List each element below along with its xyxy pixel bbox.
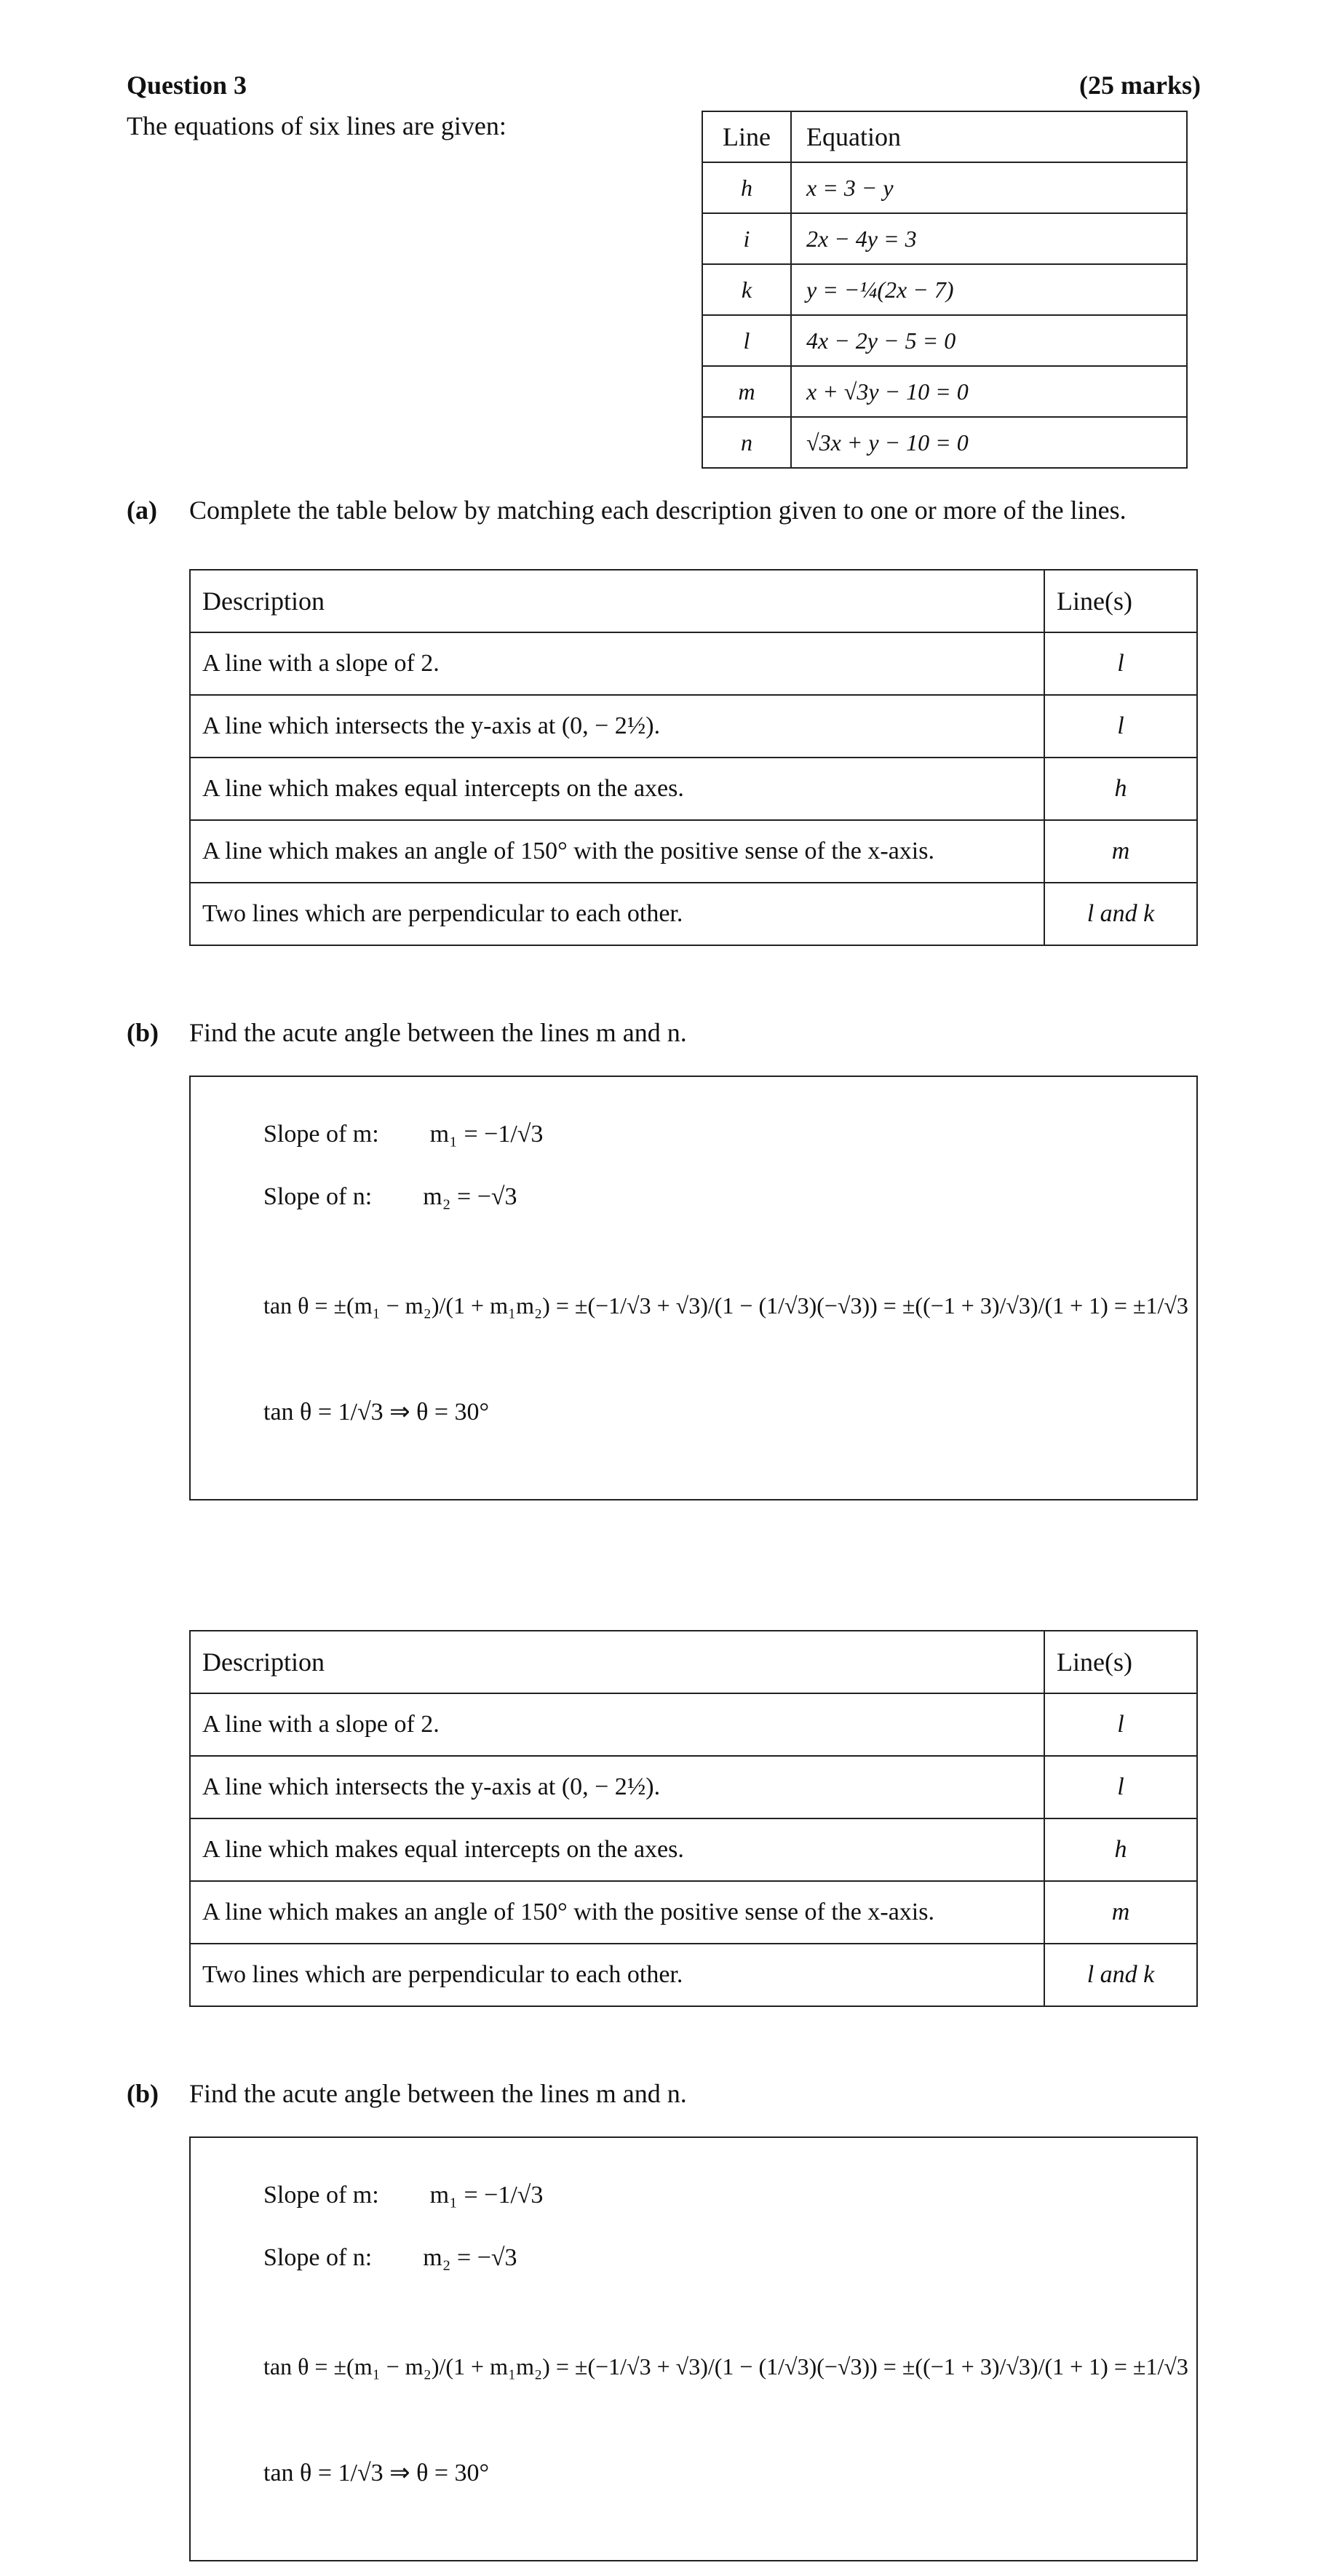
table-row xyxy=(702,366,1187,417)
part-b-text: Find the acute angle between the lines m and n. xyxy=(189,1018,687,1047)
line-equation: x = 3 − y xyxy=(791,162,1187,213)
line-equation: x + √3y − 10 = 0 xyxy=(791,366,1187,417)
line-equation: 2x − 4y = 3 xyxy=(791,213,1187,264)
table-row xyxy=(190,820,1197,883)
slope-n-label: Slope of n: xyxy=(263,2244,373,2271)
table-row xyxy=(702,417,1187,468)
slope-n-line xyxy=(263,1183,517,1211)
part-b-text: Find the acute angle between the lines m and n. xyxy=(189,2079,687,2108)
line-name: m xyxy=(702,366,791,417)
table-row xyxy=(190,1881,1197,1944)
part-a-text: Complete the table below by matching each description given to one or more of the lines. xyxy=(189,496,1127,525)
tan-formula: tan θ = ±(m₁ − m₂)/(1 + m₁m₂) = ±(−1/√3 + √3)/(1 − (1/√3)(−√3)) = ±((−1 + 3)/√3)/(1 + 1) = ±1/√3 xyxy=(263,1292,1188,1319)
question-title: Question 3 xyxy=(127,71,247,100)
header-description: Description xyxy=(190,1631,1044,1693)
tan-formula: tan θ = ±(m₁ − m₂)/(1 + m₁m₂) = ±(−1/√3 + √3)/(1 − (1/√3)(−√3)) = ±((−1 + 3)/√3)/(1 + 1) = ±1/√3 xyxy=(263,2353,1188,2380)
table-row xyxy=(190,1818,1197,1881)
description-table xyxy=(189,1630,1198,2007)
header-description: Description xyxy=(190,570,1044,632)
table-row xyxy=(702,315,1187,366)
line-equation: 4x − 2y − 5 = 0 xyxy=(791,315,1187,366)
lines-cell: m xyxy=(1044,1881,1197,1944)
table-row xyxy=(702,213,1187,264)
slope-m-line xyxy=(263,2182,543,2209)
description-cell: A line which makes an angle of 150° with the positive sense of the x-axis. xyxy=(190,1881,1044,1944)
description-cell: A line which makes equal intercepts on the axes. xyxy=(190,1818,1044,1881)
table-row xyxy=(190,1756,1197,1818)
question-marks: (25 marks) xyxy=(1079,71,1201,100)
table-row xyxy=(190,695,1197,758)
table-row xyxy=(190,1693,1197,1756)
part-b-label: (b) xyxy=(127,2079,159,2108)
table-row xyxy=(190,632,1197,695)
table-row xyxy=(190,1944,1197,2006)
header-equation: Equation xyxy=(791,111,1187,162)
description-cell: Two lines which are perpendicular to each other. xyxy=(190,883,1044,945)
lines-table-header xyxy=(702,111,1187,162)
table-row xyxy=(702,264,1187,315)
lines-cell: l xyxy=(1044,695,1197,758)
header-lines: Line(s) xyxy=(1044,1631,1197,1693)
lines-cell: h xyxy=(1044,1818,1197,1881)
header-lines: Line(s) xyxy=(1044,570,1197,632)
lines-cell: m xyxy=(1044,820,1197,883)
result-line: tan θ = 1/√3 ⇒ θ = 30° xyxy=(263,2460,490,2486)
line-equation: y = −¼(2x − 7) xyxy=(791,264,1187,315)
question-intro: The equations of six lines are given: xyxy=(127,111,506,140)
part-a-label: (a) xyxy=(127,496,157,525)
solution-box xyxy=(189,1076,1198,1500)
description-cell: A line with a slope of 2. xyxy=(190,632,1044,695)
lines-cell: l xyxy=(1044,632,1197,695)
slope-m-value: m₁ = −1/√3 xyxy=(429,2182,544,2209)
lines-cell: h xyxy=(1044,758,1197,820)
description-cell: A line which makes an angle of 150° with the positive sense of the x-axis. xyxy=(190,820,1044,883)
line-name: l xyxy=(702,315,791,366)
line-equation: √3x + y − 10 = 0 xyxy=(791,417,1187,468)
slope-m-value: m₁ = −1/√3 xyxy=(429,1121,544,1148)
lines-cell: l xyxy=(1044,1756,1197,1818)
table-row xyxy=(190,758,1197,820)
description-cell: A line which intersects the y-axis at (0, − 2½). xyxy=(190,695,1044,758)
part-b-label: (b) xyxy=(127,1018,159,1047)
header-line: Line xyxy=(702,111,791,162)
line-name: k xyxy=(702,264,791,315)
solution-box xyxy=(189,2136,1198,2561)
description-table xyxy=(189,569,1198,946)
slope-n-label: Slope of n: xyxy=(263,1183,373,1210)
table-row xyxy=(702,162,1187,213)
table-row xyxy=(190,883,1197,945)
lines-cell: l and k xyxy=(1044,1944,1197,2006)
description-cell: A line which makes equal intercepts on the axes. xyxy=(190,758,1044,820)
lines-cell: l and k xyxy=(1044,883,1197,945)
line-name: h xyxy=(702,162,791,213)
slope-n-value: m₂ = −√3 xyxy=(423,1183,517,1210)
lines-cell: l xyxy=(1044,1693,1197,1756)
description-table-header xyxy=(190,1631,1197,1693)
line-name: n xyxy=(702,417,791,468)
description-table-header xyxy=(190,570,1197,632)
slope-m-label: Slope of m: xyxy=(263,2182,379,2209)
slope-n-line xyxy=(263,2244,517,2272)
description-cell: A line which intersects the y-axis at (0, − 2½). xyxy=(190,1756,1044,1818)
description-cell: A line with a slope of 2. xyxy=(190,1693,1044,1756)
slope-m-label: Slope of m: xyxy=(263,1121,379,1148)
line-name: i xyxy=(702,213,791,264)
lines-table xyxy=(702,111,1188,469)
slope-n-value: m₂ = −√3 xyxy=(423,2244,517,2271)
result-line: tan θ = 1/√3 ⇒ θ = 30° xyxy=(263,1399,490,1426)
description-cell: Two lines which are perpendicular to each other. xyxy=(190,1944,1044,2006)
slope-m-line xyxy=(263,1121,543,1148)
